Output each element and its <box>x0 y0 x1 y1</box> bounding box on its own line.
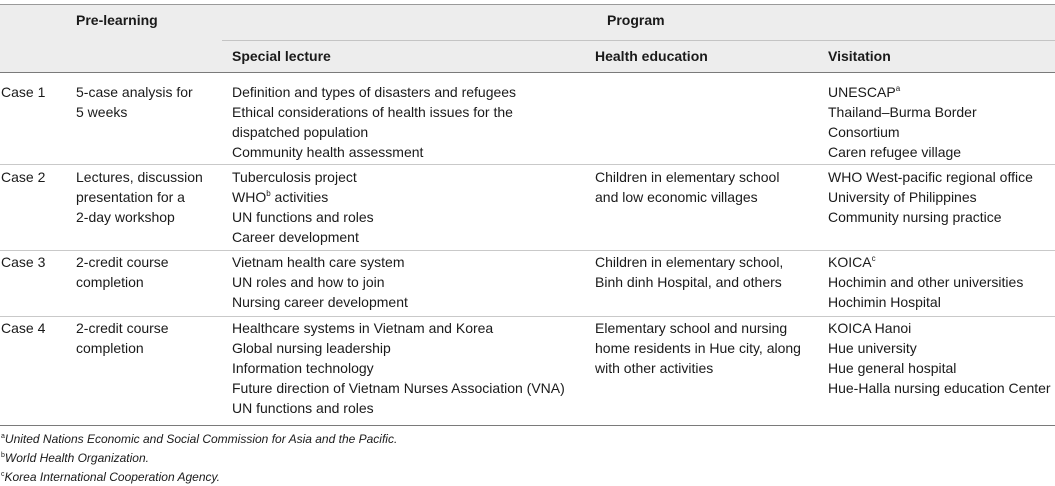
visitation-line-text: KOICA <box>828 254 872 270</box>
health-education-cell <box>595 252 783 292</box>
footnote-mark: b <box>266 189 271 198</box>
pre-learning-line: presentation for a <box>76 189 185 205</box>
health-education-line: with other activities <box>595 360 714 376</box>
footnote-text: United Nations Economic and Social Commission for Asia and the Pacific. <box>4 432 398 446</box>
special-lecture-line <box>232 167 374 187</box>
special-lecture-cell <box>232 318 565 418</box>
case-label <box>1 167 45 187</box>
visitation-line <box>828 272 1023 292</box>
special-lecture-line: Future direction of Vietnam Nurses Association (VNA) <box>232 380 565 396</box>
row-divider <box>0 164 1055 165</box>
visitation-line <box>828 252 1023 272</box>
table-header-rule <box>0 72 1055 73</box>
case-label-text: Case 3 <box>1 254 46 270</box>
special-lecture-line-text: Tuberculosis project <box>232 169 357 185</box>
row-divider <box>0 316 1055 317</box>
health-education-line: Elementary school and nursing <box>595 320 788 336</box>
table-bottom-rule <box>0 425 1055 426</box>
visitation-cell <box>828 252 1023 312</box>
visitation-line <box>828 167 1033 187</box>
visitation-line <box>828 338 1051 358</box>
visitation-line-text: University of Philippines <box>828 189 977 205</box>
case-label <box>1 318 45 338</box>
table-top-rule <box>0 4 1055 5</box>
footnote-c <box>1 468 220 486</box>
special-lecture-line <box>232 227 374 247</box>
footnote-mark: a <box>895 84 901 93</box>
special-lecture-line: Definition and types of disasters and refugees <box>232 84 517 100</box>
health-education-line: Binh dinh Hospital, and others <box>595 274 782 290</box>
pre-learning-cell <box>76 82 193 122</box>
visitation-line-text: UNESCAP <box>828 84 896 100</box>
visitation-line <box>828 102 977 122</box>
table-header-band <box>0 4 1055 72</box>
visitation-line-text: Caren refugee village <box>828 144 962 160</box>
visitation-line-text: Hue-Halla nursing education Center <box>828 380 1051 396</box>
footnote-text: Korea International Cooperation Agency. <box>4 470 220 484</box>
header-program: Program <box>607 12 665 28</box>
pre-learning-line: 2-credit course <box>76 254 169 270</box>
health-education-line: and low economic villages <box>595 189 758 205</box>
special-lecture-line-text: activities <box>270 189 329 205</box>
footnote-mark: b <box>1 452 5 459</box>
special-lecture-line: dispatched population <box>232 124 369 140</box>
footnote-a <box>1 430 397 448</box>
visitation-line <box>828 292 1023 312</box>
visitation-line-text: WHO West-pacific regional office <box>828 169 1033 185</box>
visitation-line-text: KOICA Hanoi <box>828 320 912 336</box>
visitation-line-text: Hue general hospital <box>828 360 957 376</box>
health-education-cell <box>595 167 779 207</box>
visitation-line <box>828 358 1051 378</box>
program-subheader-rule <box>222 40 1055 41</box>
case-label-text: Case 4 <box>1 320 46 336</box>
visitation-line-text: Community nursing practice <box>828 209 1002 225</box>
special-lecture-line-text: WHO <box>232 189 267 205</box>
footnote-b <box>1 449 149 467</box>
footnote-text: World Health Organization. <box>4 451 149 465</box>
special-lecture-line: Information technology <box>232 360 374 376</box>
header-pre-learning: Pre-learning <box>76 12 158 28</box>
visitation-cell <box>828 82 977 162</box>
pre-learning-cell <box>76 252 169 292</box>
special-lecture-line <box>232 187 374 207</box>
pre-learning-line: 2-credit course <box>76 320 169 336</box>
health-education-cell <box>595 318 801 378</box>
special-lecture-line: UN functions and roles <box>232 400 374 416</box>
visitation-line-text: Hochimin and other universities <box>828 274 1024 290</box>
special-lecture-line: Healthcare systems in Vietnam and Korea <box>232 320 494 336</box>
visitation-line-text: Hue university <box>828 340 917 356</box>
visitation-line-text: Consortium <box>828 124 900 140</box>
special-lecture-line: Global nursing leadership <box>232 340 391 356</box>
pre-learning-line: completion <box>76 340 144 356</box>
visitation-line-text: Hochimin Hospital <box>828 294 941 310</box>
special-lecture-line-text: Career development <box>232 229 359 245</box>
special-lecture-line-text: UN functions and roles <box>232 209 374 225</box>
visitation-line <box>828 378 1051 398</box>
special-lecture-cell <box>232 252 408 312</box>
visitation-line <box>828 122 977 142</box>
visitation-line <box>828 82 977 102</box>
footnote-mark: c <box>1 471 5 478</box>
footnote-mark: a <box>1 433 5 440</box>
health-education-line: Children in elementary school <box>595 169 780 185</box>
special-lecture-line: Ethical considerations of health issues for the <box>232 104 513 120</box>
pre-learning-cell <box>76 167 203 227</box>
visitation-cell <box>828 167 1033 227</box>
header-visitation: Visitation <box>828 48 891 64</box>
pre-learning-line: 5 weeks <box>76 104 128 120</box>
pre-learning-line: Lectures, discussion <box>76 169 203 185</box>
case-label-text: Case 1 <box>1 84 46 100</box>
special-lecture-line: Community health assessment <box>232 144 424 160</box>
special-lecture-line: UN roles and how to join <box>232 274 385 290</box>
special-lecture-cell <box>232 167 374 247</box>
special-lecture-line: Nursing career development <box>232 294 408 310</box>
visitation-line <box>828 318 1051 338</box>
row-divider <box>0 250 1055 251</box>
header-health-education: Health education <box>595 48 708 64</box>
visitation-line <box>828 207 1033 227</box>
pre-learning-line: 2-day workshop <box>76 209 175 225</box>
pre-learning-line: 5-case analysis for <box>76 84 193 100</box>
visitation-line <box>828 187 1033 207</box>
visitation-line-text: Thailand–Burma Border <box>828 104 977 120</box>
header-special-lecture: Special lecture <box>232 48 331 64</box>
case-label <box>1 252 45 272</box>
footnote-mark: c <box>871 254 876 263</box>
visitation-cell <box>828 318 1051 398</box>
health-education-line: Children in elementary school, <box>595 254 784 270</box>
special-lecture-line <box>232 207 374 227</box>
special-lecture-line: Vietnam health care system <box>232 254 405 270</box>
pre-learning-cell <box>76 318 169 358</box>
case-label <box>1 82 45 102</box>
special-lecture-cell <box>232 82 516 162</box>
pre-learning-line: completion <box>76 274 144 290</box>
case-label-text: Case 2 <box>1 169 46 185</box>
visitation-line <box>828 142 977 162</box>
health-education-line: home residents in Hue city, along <box>595 340 801 356</box>
